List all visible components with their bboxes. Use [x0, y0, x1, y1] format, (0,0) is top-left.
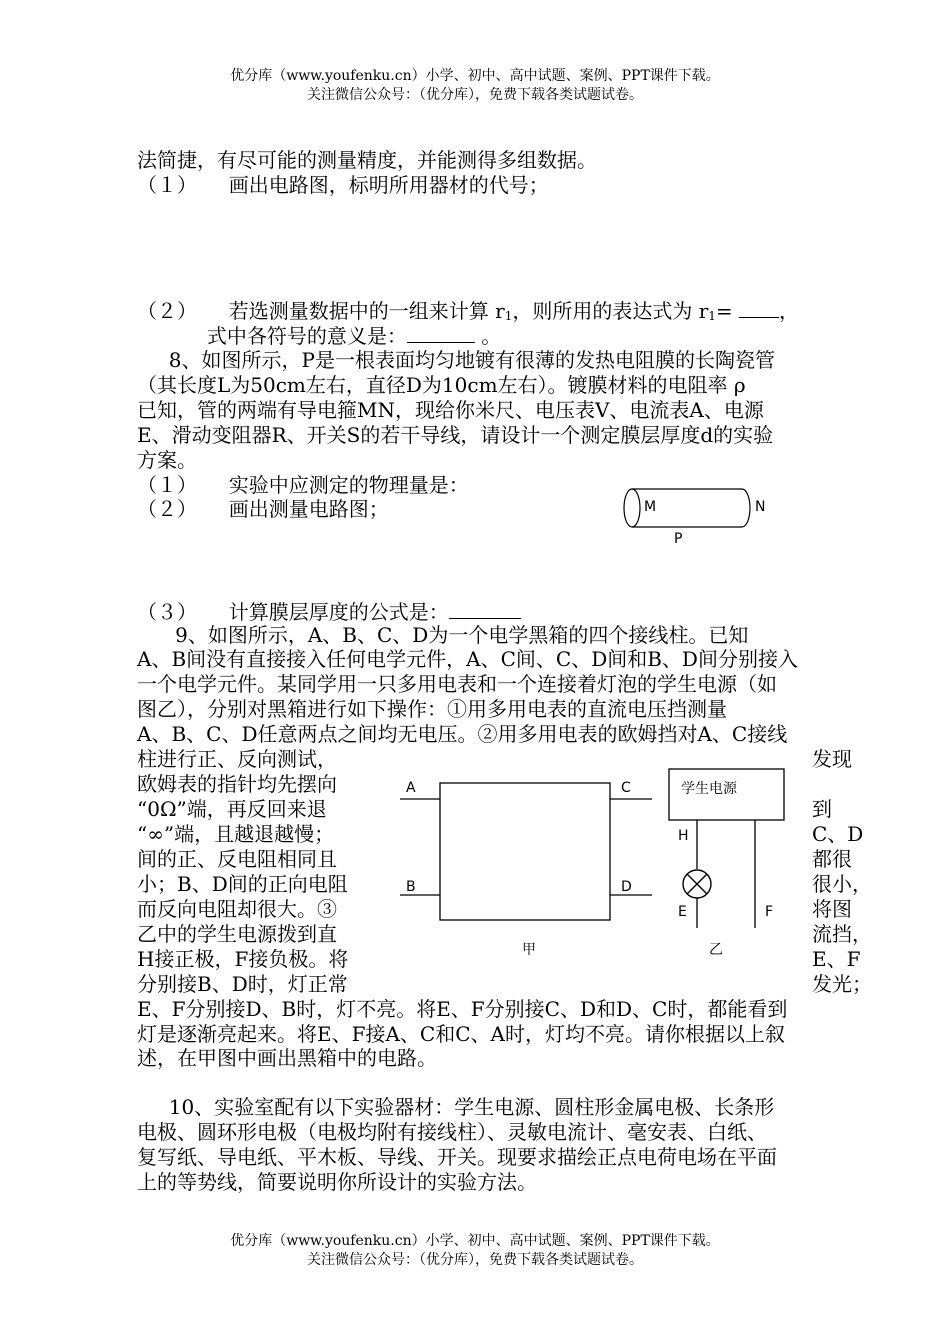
header-line-2: 关注微信公众号：（优分库），免费下载各类试题试卷。 — [307, 87, 643, 103]
power-supply-label: 学生电源 — [681, 781, 737, 797]
q7-part-1: （１） 画出电路图，标明所用器材的代号； — [137, 173, 549, 197]
q9-left-text: 欧姆表的指针均先摆向 — [137, 772, 337, 796]
q10-line-3: 复写纸、导电纸、平木板、导线、开关。现要求描绘正点电荷电场在平面 — [137, 1145, 777, 1169]
q9-right-text: 发现 — [812, 747, 852, 771]
q9-right-text: 发光； — [812, 972, 872, 996]
q9-left-text: 小；B、D间的正向电阻 — [137, 872, 348, 896]
answer-blank — [407, 322, 475, 343]
q9-right-text: E、F — [812, 947, 861, 971]
q9-right-text: 将图 — [812, 897, 852, 921]
q9-left-text: H接正极，F接负极。将 — [137, 947, 349, 971]
tube-label-m: M — [644, 499, 657, 515]
q7-continuation: 法简捷，有尽可能的测量精度，并能测得多组数据。 — [137, 148, 597, 172]
q9-line-2: A、B间没有直接接入任何电学元件，A、C间、C、D间和B、D间分别接入 — [137, 647, 798, 671]
q10-line-4: 上的等势线，简要说明你所设计的实验方法。 — [137, 1170, 537, 1194]
tube-label-n: N — [755, 499, 766, 515]
q9-left-text: 分别接B、D时，灯正常 — [137, 972, 348, 996]
q9-line-1: 9、如图所示，A、B、C、D为一个电学黑箱的四个接线柱。已知 — [137, 623, 749, 647]
q8-part-3: （３） 计算膜层厚度的公式是： — [137, 598, 521, 625]
ceramic-tube-diagram — [620, 485, 780, 550]
power-supply-diagram — [665, 768, 790, 963]
wire-label-h: H — [678, 828, 689, 844]
q7-part-2-line-2: 式中各符号的意义是： 。 — [137, 324, 502, 348]
footer-line-2: 关注微信公众号：（优分库），免费下载各类试题试卷。 — [307, 1252, 643, 1268]
q9-line-5: A、B、C、D任意两点之间均无电压。②用多用电表的欧姆挡对A、C接线 — [137, 722, 788, 746]
q10-line-1: 10、实验室配有以下实验器材：学生电源、圆柱形金属电极、长条形 — [137, 1095, 775, 1119]
terminal-b: B — [406, 879, 416, 895]
terminal-c: C — [621, 780, 631, 796]
q9-left-text: 乙中的学生电源拨到直 — [137, 922, 337, 946]
q9-line-6: 柱进行正、反向测试， — [137, 747, 337, 771]
q8-part-2: （２） 画出测量电路图； — [137, 497, 389, 521]
q8-line-5: 方案。 — [137, 448, 197, 472]
answer-blank — [739, 297, 779, 318]
q8-part-1: （１） 实验中应测定的物理量是： — [137, 473, 469, 497]
footer-line-1: 优分库（www.youfenku.cn）小学、初中、高中试题、案例、PPT课件下载。 — [230, 1233, 720, 1249]
wire-label-f: F — [765, 904, 774, 920]
q9-left-text: 间的正、反电阻相同且 — [137, 847, 337, 871]
q9-left-text: 而反向电阻却很大。③ — [137, 897, 337, 921]
q9-line-4: 图乙），分别对黑箱进行如下操作：①用多用电表的直流电压挡测量 — [137, 697, 727, 721]
q9-line-18: 述，在甲图中画出黑箱中的电路。 — [137, 1046, 437, 1070]
answer-blank — [449, 598, 521, 619]
q9-right-text: 到 — [812, 797, 832, 821]
header-line-1: 优分库（www.youfenku.cn）小学、初中、高中试题、案例、PPT课件下载。 — [230, 68, 720, 84]
q10-line-2: 电极、圆环形电极（电极均附有接线柱）、灵敏电流计、毫安表、白纸、 — [137, 1120, 767, 1144]
q7-part-2: （２） 若选测量数据中的一组来计算 r1，则所用的表达式为 r1= ， — [137, 299, 800, 323]
q8-line-2: （其长度L为50cm左右，直径D为10cm左右）。镀膜材料的电阻率 ρ — [137, 373, 746, 397]
terminal-a: A — [406, 780, 416, 796]
q9-right-text: C、D — [812, 822, 864, 846]
q9-left-text: “0Ω”端，再反回来退 — [137, 797, 327, 821]
q8-line-4: E、滑动变阻器R、开关S的若干导线，请设计一个测定膜层厚度d的实验 — [137, 423, 774, 447]
q9-right-text: 流挡， — [812, 922, 872, 946]
q9-line-16: E、F分别接D、B时，灯不亮。将E、F分别接C、D和D、C时，都能看到 — [137, 997, 788, 1021]
wire-label-e: E — [678, 904, 687, 920]
tube-label-p: P — [674, 531, 683, 547]
q8-line-3: 已知，管的两端有导电箍MN，现给你米尺、电压表V、电流表A、电源 — [137, 398, 764, 422]
terminal-d: D — [621, 879, 632, 895]
q8-line-1: 8、如图所示，P是一根表面均匀地镀有很薄的发热电阻膜的长陶瓷管 — [137, 348, 775, 372]
q9-left-text: “∞”端，且越退越慢； — [137, 822, 335, 846]
q9-right-text: 很小， — [812, 872, 872, 896]
figure-label-jia: 甲 — [522, 942, 536, 958]
q9-line-3: 一个电学元件。某同学用一只多用电表和一个连接着灯泡的学生电源（如 — [137, 672, 777, 696]
q9-line-17: 灯是逐渐亮起来。将E、F接A、C和C、A时，灯均不亮。请你根据以上叙 — [137, 1022, 785, 1046]
figure-label-yi: 乙 — [709, 942, 723, 958]
q9-right-text: 都很 — [812, 847, 852, 871]
black-box-diagram — [400, 770, 660, 965]
